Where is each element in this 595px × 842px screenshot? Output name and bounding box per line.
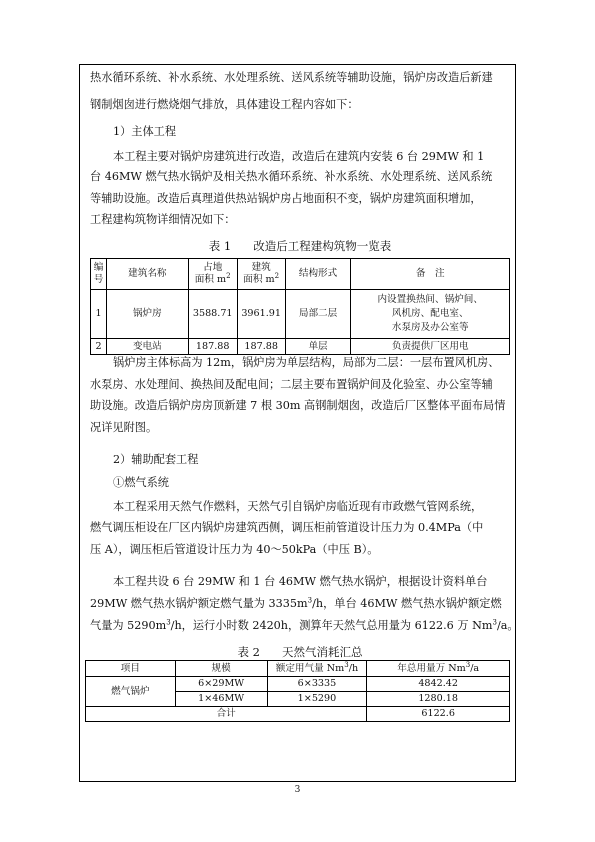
cell-item: 燃气锅炉 [86, 677, 176, 707]
cell-structure: 单层 [285, 339, 351, 355]
header-floor-area: 建筑 面积 $m^2$ [237, 259, 285, 290]
cell-no: 1 [91, 290, 107, 339]
table2-caption [90, 644, 510, 660]
table-total-row [86, 707, 510, 722]
table-row [91, 290, 510, 339]
text-line: 锅炉房主体标高为 12m，锅炉房为单层结构，局部为二层：一层布置风机房、 [113, 356, 500, 369]
cell-floor-area: 3961.91 [237, 290, 285, 339]
table-row [91, 339, 510, 355]
cell-annual: 4842.42 [367, 677, 510, 692]
table1-caption [90, 238, 510, 254]
text-line: 工程建构筑物详细情况如下： [90, 213, 236, 226]
cell-rated: 1×5290 [267, 692, 367, 707]
header-name: 建筑名称 [106, 259, 188, 290]
table2-caption-title: 天然气消耗汇总 [281, 645, 363, 659]
text-line: 况详见附图。 [90, 421, 158, 434]
buildings-table [90, 258, 510, 355]
cell-scale: 6×29MW [175, 677, 267, 692]
text-line: 等辅助设施。改造后真理道供热站锅炉房占地面积不变，锅炉房建筑面积增加， [90, 192, 482, 205]
gas-consumption-table [85, 660, 510, 722]
cell-remark: 内设置换热间、锅炉间、 风机房、配电室、 水泵房及办公室等 [351, 290, 510, 339]
section-heading: 1）主体工程 [113, 125, 177, 138]
header-structure: 结构形式 [285, 259, 351, 290]
header-no: 编 号 [91, 259, 107, 290]
text-line: 钢制烟囱进行燃烧烟气排放，具体建设工程内容如下： [90, 98, 359, 111]
cell-annual: 1280.18 [367, 692, 510, 707]
header-item: 项目 [86, 661, 176, 677]
text-line: 水泵房、水处理间、换热间及配电间；二层主要布置锅炉间及化验室、办公室等辅 [90, 378, 493, 391]
cell-total-value: 6122.6 [367, 707, 510, 722]
text-line: 气量为 $5290m^3/h$，运行小时数 2420h，测算年天然气总用量为 6122.6 万 Nm$^3$/a。 [90, 618, 519, 632]
cell-remark: 负责提供厂区用电 [351, 339, 510, 355]
cell-name: 锅炉房 [106, 290, 188, 339]
cell-land-area: 187.88 [188, 339, 237, 355]
cell-structure: 局部二层 [285, 290, 351, 339]
text-line: 本工程采用天然气作燃料，天然气引自锅炉房临近现有市政燃气管网系统， [113, 500, 483, 513]
table1-caption-number: 表 1 [208, 239, 232, 253]
cell-scale: 1×46MW [175, 692, 267, 707]
text-line: 压 A），调压柜后管道设计压力为 40～50kPa（中压 B）。 [90, 543, 379, 556]
section-heading: 2）辅助配套工程 [113, 453, 199, 466]
cell-rated: 6×3335 [267, 677, 367, 692]
table-row [86, 677, 510, 692]
table-header-row [86, 661, 510, 677]
table1-caption-title: 改造后工程建构筑物一览表 [253, 239, 392, 253]
cell-total-label: 合计 [86, 707, 367, 722]
header-rated-gas: 额定用气量 Nm$^3$/h [267, 661, 367, 677]
cell-floor-area: 187.88 [237, 339, 285, 355]
text-line: 燃气调压柜设在厂区内锅炉房建筑西侧，调压柜前管道设计压力为 0.4MPa（中 [90, 521, 484, 534]
header-annual-gas: 年总用量万 Nm$^3$/a [367, 661, 510, 677]
text-line: 本工程主要对锅炉房建筑进行改造，改造后在建筑内安装 6 台 29MW 和 1 [113, 150, 485, 163]
page-number: 3 [294, 785, 301, 795]
text-line: 热水循环系统、补水系统、水处理系统、送风系统等辅助设施，锅炉房改造后新建 [90, 71, 493, 84]
text-line: 29MW 燃气热水锅炉额定燃气量为 $3335m^3/h$，单台 46MW 燃气热水锅炉额定燃 [90, 596, 502, 610]
cell-no: 2 [91, 339, 107, 355]
header-scale: 规模 [175, 661, 267, 677]
cell-name: 变电站 [106, 339, 188, 355]
text-line: 助设施。改造后锅炉房房顶新建 7 根 30m 高钢制烟囱，改造后厂区整体平面布局情 [90, 399, 506, 412]
cell-land-area: 3588.71 [188, 290, 237, 339]
header-remark: 备 注 [351, 259, 510, 290]
subsection-heading: ①燃气系统 [113, 476, 169, 489]
text-line: 台 46MW 燃气热水锅炉及相关热水循环系统、补水系统、水处理系统、送风系统 [90, 170, 493, 183]
text-line: 本工程共设 6 台 29MW 和 1 台 46MW 燃气热水锅炉，根据设计资料单台 [113, 575, 488, 588]
table2-caption-number: 表 2 [237, 645, 260, 659]
table-header-row [91, 259, 510, 290]
header-land-area: 占地 面积 $m^2$ [188, 259, 237, 290]
